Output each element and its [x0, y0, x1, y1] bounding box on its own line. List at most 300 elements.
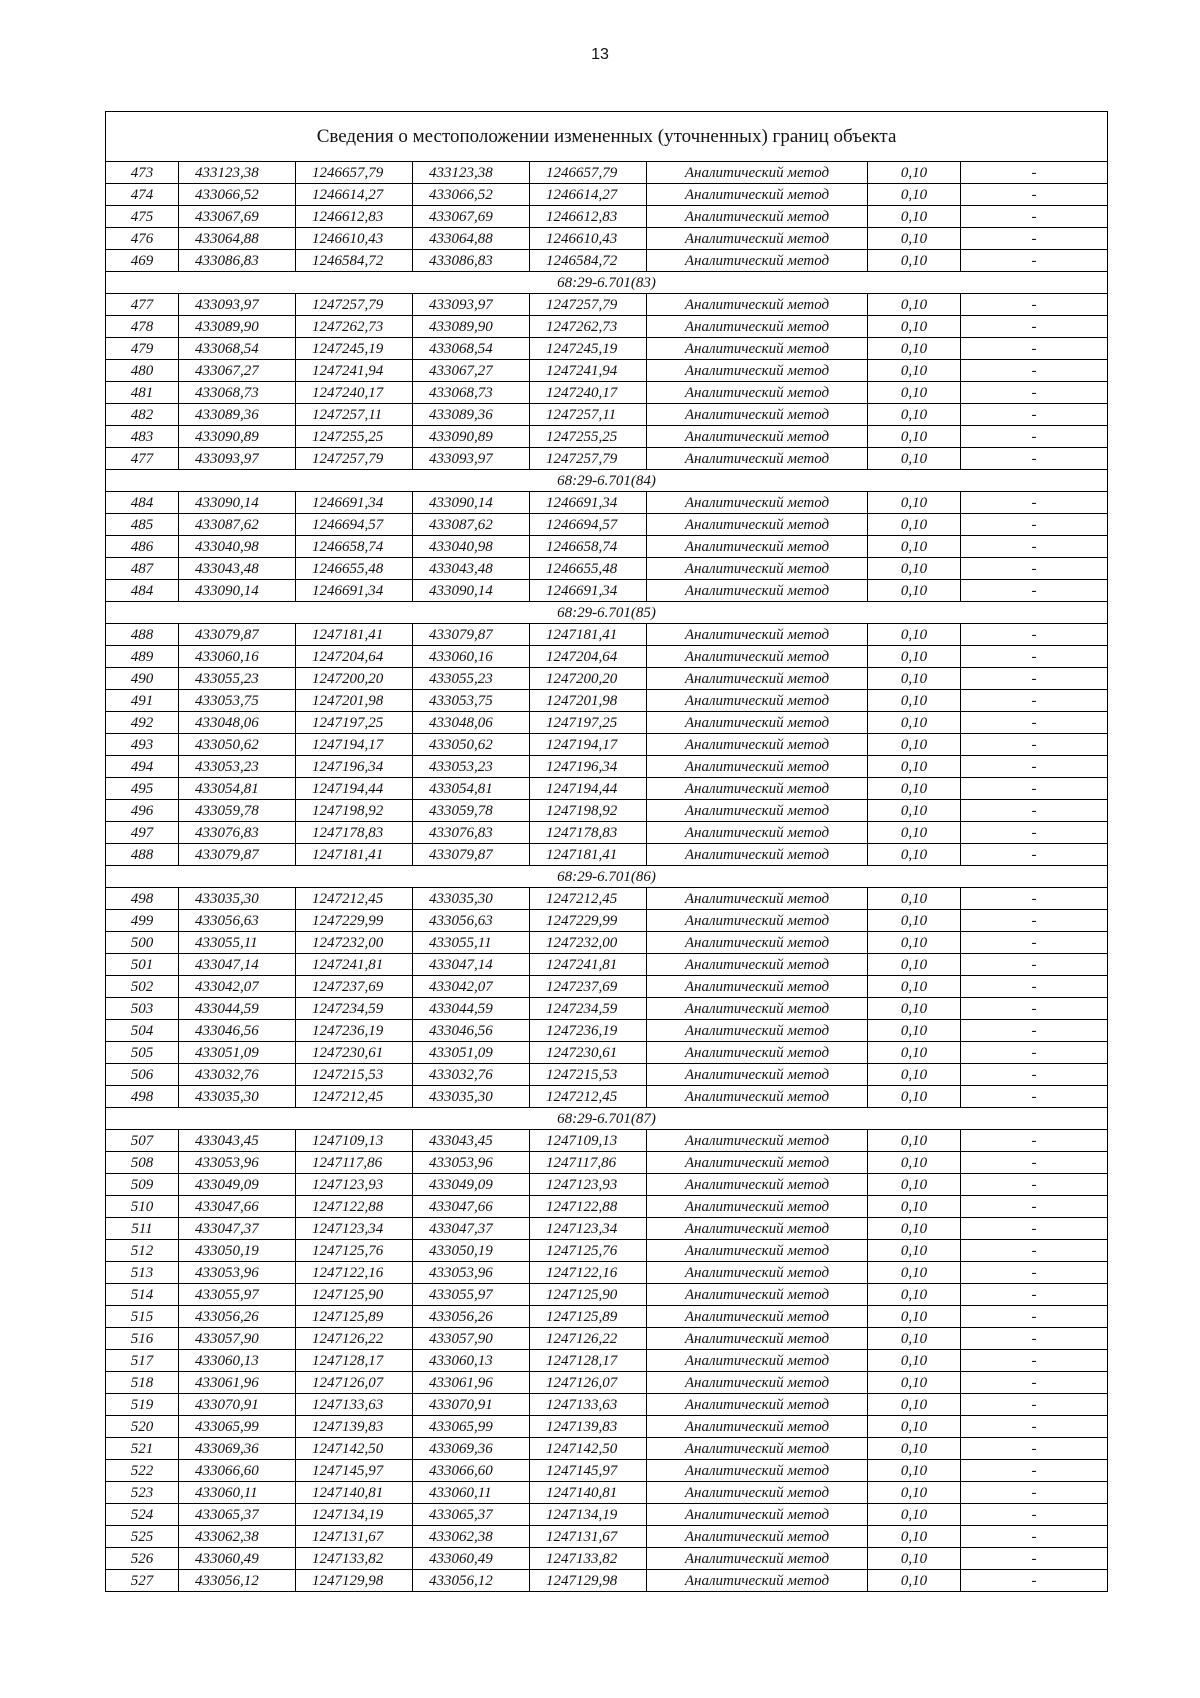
y-new-cell: 1247198,92 — [530, 800, 647, 822]
point-number-cell: 484 — [106, 492, 179, 514]
description-cell: - — [961, 1460, 1108, 1482]
x-new-cell: 433067,27 — [413, 360, 530, 382]
description-cell: - — [961, 1262, 1108, 1284]
y-new-cell: 1247197,25 — [530, 712, 647, 734]
x-new-cell: 433050,62 — [413, 734, 530, 756]
description-cell: - — [961, 1086, 1108, 1108]
y-new-cell: 1247125,76 — [530, 1240, 647, 1262]
x-new-cell: 433069,36 — [413, 1438, 530, 1460]
section-label: 68:29-6.701(85) — [106, 602, 1108, 624]
y-new-cell: 1247212,45 — [530, 888, 647, 910]
x-old-cell: 433093,97 — [179, 448, 296, 470]
y-new-cell: 1247145,97 — [530, 1460, 647, 1482]
description-cell: - — [961, 932, 1108, 954]
accuracy-cell: 0,10 — [868, 514, 961, 536]
table-row — [106, 1130, 1108, 1152]
description-cell: - — [961, 1372, 1108, 1394]
accuracy-cell: 0,10 — [868, 1042, 961, 1064]
x-old-cell: 433067,69 — [179, 206, 296, 228]
table-row — [106, 888, 1108, 910]
accuracy-cell: 0,10 — [868, 492, 961, 514]
method-cell: Аналитический метод — [647, 558, 868, 580]
point-number-cell: 505 — [106, 1042, 179, 1064]
table-title-row — [106, 112, 1108, 162]
method-cell: Аналитический метод — [647, 1218, 868, 1240]
y-old-cell: 1246614,27 — [296, 184, 413, 206]
accuracy-cell: 0,10 — [868, 1218, 961, 1240]
y-new-cell: 1247128,17 — [530, 1350, 647, 1372]
accuracy-cell: 0,10 — [868, 1174, 961, 1196]
y-new-cell: 1247122,88 — [530, 1196, 647, 1218]
method-cell: Аналитический метод — [647, 536, 868, 558]
x-old-cell: 433066,60 — [179, 1460, 296, 1482]
method-cell: Аналитический метод — [647, 1240, 868, 1262]
method-cell: Аналитический метод — [647, 624, 868, 646]
accuracy-cell: 0,10 — [868, 558, 961, 580]
x-old-cell: 433064,88 — [179, 228, 296, 250]
y-old-cell: 1247140,81 — [296, 1482, 413, 1504]
accuracy-cell: 0,10 — [868, 1438, 961, 1460]
table-row — [106, 228, 1108, 250]
table-row — [106, 1240, 1108, 1262]
method-cell: Аналитический метод — [647, 228, 868, 250]
x-old-cell: 433090,14 — [179, 580, 296, 602]
y-old-cell: 1247125,89 — [296, 1306, 413, 1328]
description-cell: - — [961, 976, 1108, 998]
x-old-cell: 433051,09 — [179, 1042, 296, 1064]
x-new-cell: 433042,07 — [413, 976, 530, 998]
point-number-cell: 484 — [106, 580, 179, 602]
x-new-cell: 433055,11 — [413, 932, 530, 954]
y-new-cell: 1247139,83 — [530, 1416, 647, 1438]
y-old-cell: 1246610,43 — [296, 228, 413, 250]
x-old-cell: 433060,11 — [179, 1482, 296, 1504]
table-row — [106, 382, 1108, 404]
table-row — [106, 1306, 1108, 1328]
y-old-cell: 1247178,83 — [296, 822, 413, 844]
x-new-cell: 433054,81 — [413, 778, 530, 800]
table-row — [106, 184, 1108, 206]
method-cell: Аналитический метод — [647, 1306, 868, 1328]
section-label: 68:29-6.701(87) — [106, 1108, 1108, 1130]
y-new-cell: 1247178,83 — [530, 822, 647, 844]
x-old-cell: 433053,96 — [179, 1262, 296, 1284]
accuracy-cell: 0,10 — [868, 1570, 961, 1592]
method-cell: Аналитический метод — [647, 294, 868, 316]
y-new-cell: 1247255,25 — [530, 426, 647, 448]
method-cell: Аналитический метод — [647, 184, 868, 206]
x-old-cell: 433050,19 — [179, 1240, 296, 1262]
y-new-cell: 1246614,27 — [530, 184, 647, 206]
description-cell: - — [961, 294, 1108, 316]
x-new-cell: 433062,38 — [413, 1526, 530, 1548]
y-new-cell: 1247194,44 — [530, 778, 647, 800]
description-cell: - — [961, 1416, 1108, 1438]
y-new-cell: 1247200,20 — [530, 668, 647, 690]
boundary-coordinates-table — [105, 111, 1108, 1592]
table-row — [106, 998, 1108, 1020]
y-old-cell: 1247212,45 — [296, 1086, 413, 1108]
point-number-cell: 516 — [106, 1328, 179, 1350]
x-old-cell: 433053,75 — [179, 690, 296, 712]
accuracy-cell: 0,10 — [868, 778, 961, 800]
table-row — [106, 294, 1108, 316]
y-old-cell: 1246658,74 — [296, 536, 413, 558]
point-number-cell: 489 — [106, 646, 179, 668]
method-cell: Аналитический метод — [647, 646, 868, 668]
description-cell: - — [961, 1350, 1108, 1372]
x-new-cell: 433079,87 — [413, 844, 530, 866]
method-cell: Аналитический метод — [647, 932, 868, 954]
table-row — [106, 580, 1108, 602]
x-old-cell: 433060,49 — [179, 1548, 296, 1570]
x-new-cell: 433066,52 — [413, 184, 530, 206]
table-row — [106, 448, 1108, 470]
accuracy-cell: 0,10 — [868, 536, 961, 558]
x-new-cell: 433053,23 — [413, 756, 530, 778]
point-number-cell: 492 — [106, 712, 179, 734]
x-new-cell: 433048,06 — [413, 712, 530, 734]
section-header-row — [106, 470, 1108, 492]
accuracy-cell: 0,10 — [868, 1504, 961, 1526]
description-cell: - — [961, 382, 1108, 404]
y-new-cell: 1247241,94 — [530, 360, 647, 382]
x-old-cell: 433123,38 — [179, 162, 296, 184]
point-number-cell: 475 — [106, 206, 179, 228]
y-old-cell: 1247236,19 — [296, 1020, 413, 1042]
description-cell: - — [961, 1548, 1108, 1570]
y-old-cell: 1247241,94 — [296, 360, 413, 382]
description-cell: - — [961, 800, 1108, 822]
accuracy-cell: 0,10 — [868, 1526, 961, 1548]
x-old-cell: 433070,91 — [179, 1394, 296, 1416]
x-old-cell: 433057,90 — [179, 1328, 296, 1350]
accuracy-cell: 0,10 — [868, 910, 961, 932]
point-number-cell: 502 — [106, 976, 179, 998]
x-old-cell: 433053,23 — [179, 756, 296, 778]
description-cell: - — [961, 646, 1108, 668]
description-cell: - — [961, 426, 1108, 448]
y-new-cell: 1247140,81 — [530, 1482, 647, 1504]
x-new-cell: 433032,76 — [413, 1064, 530, 1086]
table-row — [106, 778, 1108, 800]
x-new-cell: 433056,63 — [413, 910, 530, 932]
method-cell: Аналитический метод — [647, 1262, 868, 1284]
x-new-cell: 433068,73 — [413, 382, 530, 404]
description-cell: - — [961, 1526, 1108, 1548]
x-old-cell: 433055,11 — [179, 932, 296, 954]
x-old-cell: 433065,99 — [179, 1416, 296, 1438]
table-row — [106, 1416, 1108, 1438]
accuracy-cell: 0,10 — [868, 360, 961, 382]
x-old-cell: 433087,62 — [179, 514, 296, 536]
accuracy-cell: 0,10 — [868, 316, 961, 338]
section-header-row — [106, 602, 1108, 624]
x-new-cell: 433065,37 — [413, 1504, 530, 1526]
x-new-cell: 433055,97 — [413, 1284, 530, 1306]
x-new-cell: 433035,30 — [413, 1086, 530, 1108]
method-cell: Аналитический метод — [647, 1548, 868, 1570]
method-cell: Аналитический метод — [647, 1086, 868, 1108]
x-new-cell: 433040,98 — [413, 536, 530, 558]
description-cell: - — [961, 536, 1108, 558]
x-old-cell: 433049,09 — [179, 1174, 296, 1196]
description-cell: - — [961, 1020, 1108, 1042]
point-number-cell: 504 — [106, 1020, 179, 1042]
accuracy-cell: 0,10 — [868, 162, 961, 184]
accuracy-cell: 0,10 — [868, 712, 961, 734]
accuracy-cell: 0,10 — [868, 1196, 961, 1218]
y-old-cell: 1247198,92 — [296, 800, 413, 822]
description-cell: - — [961, 998, 1108, 1020]
point-number-cell: 479 — [106, 338, 179, 360]
description-cell: - — [961, 338, 1108, 360]
table-row — [106, 316, 1108, 338]
y-old-cell: 1247194,44 — [296, 778, 413, 800]
accuracy-cell: 0,10 — [868, 382, 961, 404]
method-cell: Аналитический метод — [647, 1438, 868, 1460]
x-new-cell: 433065,99 — [413, 1416, 530, 1438]
table-row — [106, 1372, 1108, 1394]
y-old-cell: 1247145,97 — [296, 1460, 413, 1482]
x-old-cell: 433056,26 — [179, 1306, 296, 1328]
method-cell: Аналитический метод — [647, 998, 868, 1020]
table-row — [106, 1504, 1108, 1526]
x-new-cell: 433076,83 — [413, 822, 530, 844]
x-old-cell: 433069,36 — [179, 1438, 296, 1460]
x-new-cell: 433064,88 — [413, 228, 530, 250]
y-old-cell: 1247128,17 — [296, 1350, 413, 1372]
y-new-cell: 1247129,98 — [530, 1570, 647, 1592]
description-cell: - — [961, 1064, 1108, 1086]
method-cell: Аналитический метод — [647, 448, 868, 470]
point-number-cell: 523 — [106, 1482, 179, 1504]
method-cell: Аналитический метод — [647, 1350, 868, 1372]
table-row — [106, 822, 1108, 844]
table-row — [106, 668, 1108, 690]
point-number-cell: 521 — [106, 1438, 179, 1460]
accuracy-cell: 0,10 — [868, 580, 961, 602]
point-number-cell: 487 — [106, 558, 179, 580]
description-cell: - — [961, 580, 1108, 602]
page-number: 13 — [591, 46, 609, 63]
method-cell: Аналитический метод — [647, 1328, 868, 1350]
point-number-cell: 469 — [106, 250, 179, 272]
table-row — [106, 844, 1108, 866]
accuracy-cell: 0,10 — [868, 734, 961, 756]
point-number-cell: 473 — [106, 162, 179, 184]
x-old-cell: 433054,81 — [179, 778, 296, 800]
table-row — [106, 360, 1108, 382]
y-new-cell: 1247212,45 — [530, 1086, 647, 1108]
accuracy-cell: 0,10 — [868, 624, 961, 646]
point-number-cell: 520 — [106, 1416, 179, 1438]
accuracy-cell: 0,10 — [868, 756, 961, 778]
method-cell: Аналитический метод — [647, 756, 868, 778]
table-row — [106, 1196, 1108, 1218]
description-cell: - — [961, 756, 1108, 778]
y-old-cell: 1247194,17 — [296, 734, 413, 756]
y-new-cell: 1247204,64 — [530, 646, 647, 668]
accuracy-cell: 0,10 — [868, 1328, 961, 1350]
table-row — [106, 404, 1108, 426]
accuracy-cell: 0,10 — [868, 998, 961, 1020]
point-number-cell: 488 — [106, 844, 179, 866]
x-new-cell: 433057,90 — [413, 1328, 530, 1350]
accuracy-cell: 0,10 — [868, 932, 961, 954]
x-old-cell: 433056,12 — [179, 1570, 296, 1592]
point-number-cell: 485 — [106, 514, 179, 536]
x-old-cell: 433089,90 — [179, 316, 296, 338]
method-cell: Аналитический метод — [647, 1526, 868, 1548]
method-cell: Аналитический метод — [647, 1460, 868, 1482]
y-new-cell: 1247237,69 — [530, 976, 647, 998]
accuracy-cell: 0,10 — [868, 228, 961, 250]
method-cell: Аналитический метод — [647, 1152, 868, 1174]
y-new-cell: 1247201,98 — [530, 690, 647, 712]
table-row — [106, 976, 1108, 998]
table-row — [106, 1064, 1108, 1086]
x-new-cell: 433089,90 — [413, 316, 530, 338]
boundary-document — [105, 111, 1107, 1592]
method-cell: Аналитический метод — [647, 690, 868, 712]
y-old-cell: 1247122,88 — [296, 1196, 413, 1218]
method-cell: Аналитический метод — [647, 338, 868, 360]
point-number-cell: 513 — [106, 1262, 179, 1284]
x-new-cell: 433046,56 — [413, 1020, 530, 1042]
y-old-cell: 1247245,19 — [296, 338, 413, 360]
x-new-cell: 433093,97 — [413, 448, 530, 470]
accuracy-cell: 0,10 — [868, 1394, 961, 1416]
y-old-cell: 1247133,63 — [296, 1394, 413, 1416]
x-new-cell: 433060,16 — [413, 646, 530, 668]
description-cell: - — [961, 1130, 1108, 1152]
x-new-cell: 433051,09 — [413, 1042, 530, 1064]
x-old-cell: 433093,97 — [179, 294, 296, 316]
point-number-cell: 491 — [106, 690, 179, 712]
point-number-cell: 482 — [106, 404, 179, 426]
description-cell: - — [961, 228, 1108, 250]
description-cell: - — [961, 184, 1108, 206]
x-old-cell: 433066,52 — [179, 184, 296, 206]
section-label: 68:29-6.701(83) — [106, 272, 1108, 294]
method-cell: Аналитический метод — [647, 1064, 868, 1086]
x-new-cell: 433070,91 — [413, 1394, 530, 1416]
table-row — [106, 1570, 1108, 1592]
accuracy-cell: 0,10 — [868, 1064, 961, 1086]
y-new-cell: 1246584,72 — [530, 250, 647, 272]
method-cell: Аналитический метод — [647, 1372, 868, 1394]
y-new-cell: 1247125,89 — [530, 1306, 647, 1328]
x-new-cell: 433089,36 — [413, 404, 530, 426]
y-old-cell: 1247255,25 — [296, 426, 413, 448]
method-cell: Аналитический метод — [647, 976, 868, 998]
point-number-cell: 480 — [106, 360, 179, 382]
y-old-cell: 1247139,83 — [296, 1416, 413, 1438]
table-row — [106, 250, 1108, 272]
y-new-cell: 1247126,07 — [530, 1372, 647, 1394]
table-row — [106, 756, 1108, 778]
x-old-cell: 433056,63 — [179, 910, 296, 932]
x-new-cell: 433035,30 — [413, 888, 530, 910]
y-old-cell: 1246657,79 — [296, 162, 413, 184]
y-old-cell: 1247126,07 — [296, 1372, 413, 1394]
accuracy-cell: 0,10 — [868, 844, 961, 866]
method-cell: Аналитический метод — [647, 778, 868, 800]
x-old-cell: 433055,23 — [179, 668, 296, 690]
y-new-cell: 1247123,93 — [530, 1174, 647, 1196]
x-old-cell: 433060,16 — [179, 646, 296, 668]
x-new-cell: 433087,62 — [413, 514, 530, 536]
x-old-cell: 433043,45 — [179, 1130, 296, 1152]
x-old-cell: 433062,38 — [179, 1526, 296, 1548]
table-row — [106, 1394, 1108, 1416]
x-old-cell: 433079,87 — [179, 624, 296, 646]
point-number-cell: 477 — [106, 448, 179, 470]
x-new-cell: 433053,96 — [413, 1152, 530, 1174]
point-number-cell: 509 — [106, 1174, 179, 1196]
description-cell: - — [961, 360, 1108, 382]
accuracy-cell: 0,10 — [868, 1284, 961, 1306]
description-cell: - — [961, 734, 1108, 756]
y-new-cell: 1247262,73 — [530, 316, 647, 338]
y-new-cell: 1247241,81 — [530, 954, 647, 976]
method-cell: Аналитический метод — [647, 712, 868, 734]
accuracy-cell: 0,10 — [868, 1130, 961, 1152]
y-old-cell: 1247200,20 — [296, 668, 413, 690]
y-new-cell: 1246694,57 — [530, 514, 647, 536]
y-new-cell: 1247196,34 — [530, 756, 647, 778]
method-cell: Аналитический метод — [647, 206, 868, 228]
y-old-cell: 1247117,86 — [296, 1152, 413, 1174]
x-old-cell: 433089,36 — [179, 404, 296, 426]
y-new-cell: 1246655,48 — [530, 558, 647, 580]
table-row — [106, 1460, 1108, 1482]
y-new-cell: 1247134,19 — [530, 1504, 647, 1526]
table-row — [106, 1482, 1108, 1504]
x-new-cell: 433050,19 — [413, 1240, 530, 1262]
x-old-cell: 433067,27 — [179, 360, 296, 382]
point-number-cell: 507 — [106, 1130, 179, 1152]
y-new-cell: 1247229,99 — [530, 910, 647, 932]
accuracy-cell: 0,10 — [868, 448, 961, 470]
point-number-cell: 512 — [106, 1240, 179, 1262]
y-old-cell: 1247133,82 — [296, 1548, 413, 1570]
method-cell: Аналитический метод — [647, 800, 868, 822]
table-row — [106, 932, 1108, 954]
point-number-cell: 481 — [106, 382, 179, 404]
point-number-cell: 508 — [106, 1152, 179, 1174]
y-new-cell: 1247131,67 — [530, 1526, 647, 1548]
x-new-cell: 433049,09 — [413, 1174, 530, 1196]
y-new-cell: 1247181,41 — [530, 844, 647, 866]
point-number-cell: 501 — [106, 954, 179, 976]
y-new-cell: 1247117,86 — [530, 1152, 647, 1174]
point-number-cell: 493 — [106, 734, 179, 756]
table-row — [106, 734, 1108, 756]
table-row — [106, 1350, 1108, 1372]
method-cell: Аналитический метод — [647, 822, 868, 844]
x-old-cell: 433044,59 — [179, 998, 296, 1020]
description-cell: - — [961, 668, 1108, 690]
y-old-cell: 1247142,50 — [296, 1438, 413, 1460]
point-number-cell: 498 — [106, 1086, 179, 1108]
x-new-cell: 433060,49 — [413, 1548, 530, 1570]
method-cell: Аналитический метод — [647, 382, 868, 404]
y-new-cell: 1246658,74 — [530, 536, 647, 558]
x-new-cell: 433067,69 — [413, 206, 530, 228]
method-cell: Аналитический метод — [647, 1174, 868, 1196]
